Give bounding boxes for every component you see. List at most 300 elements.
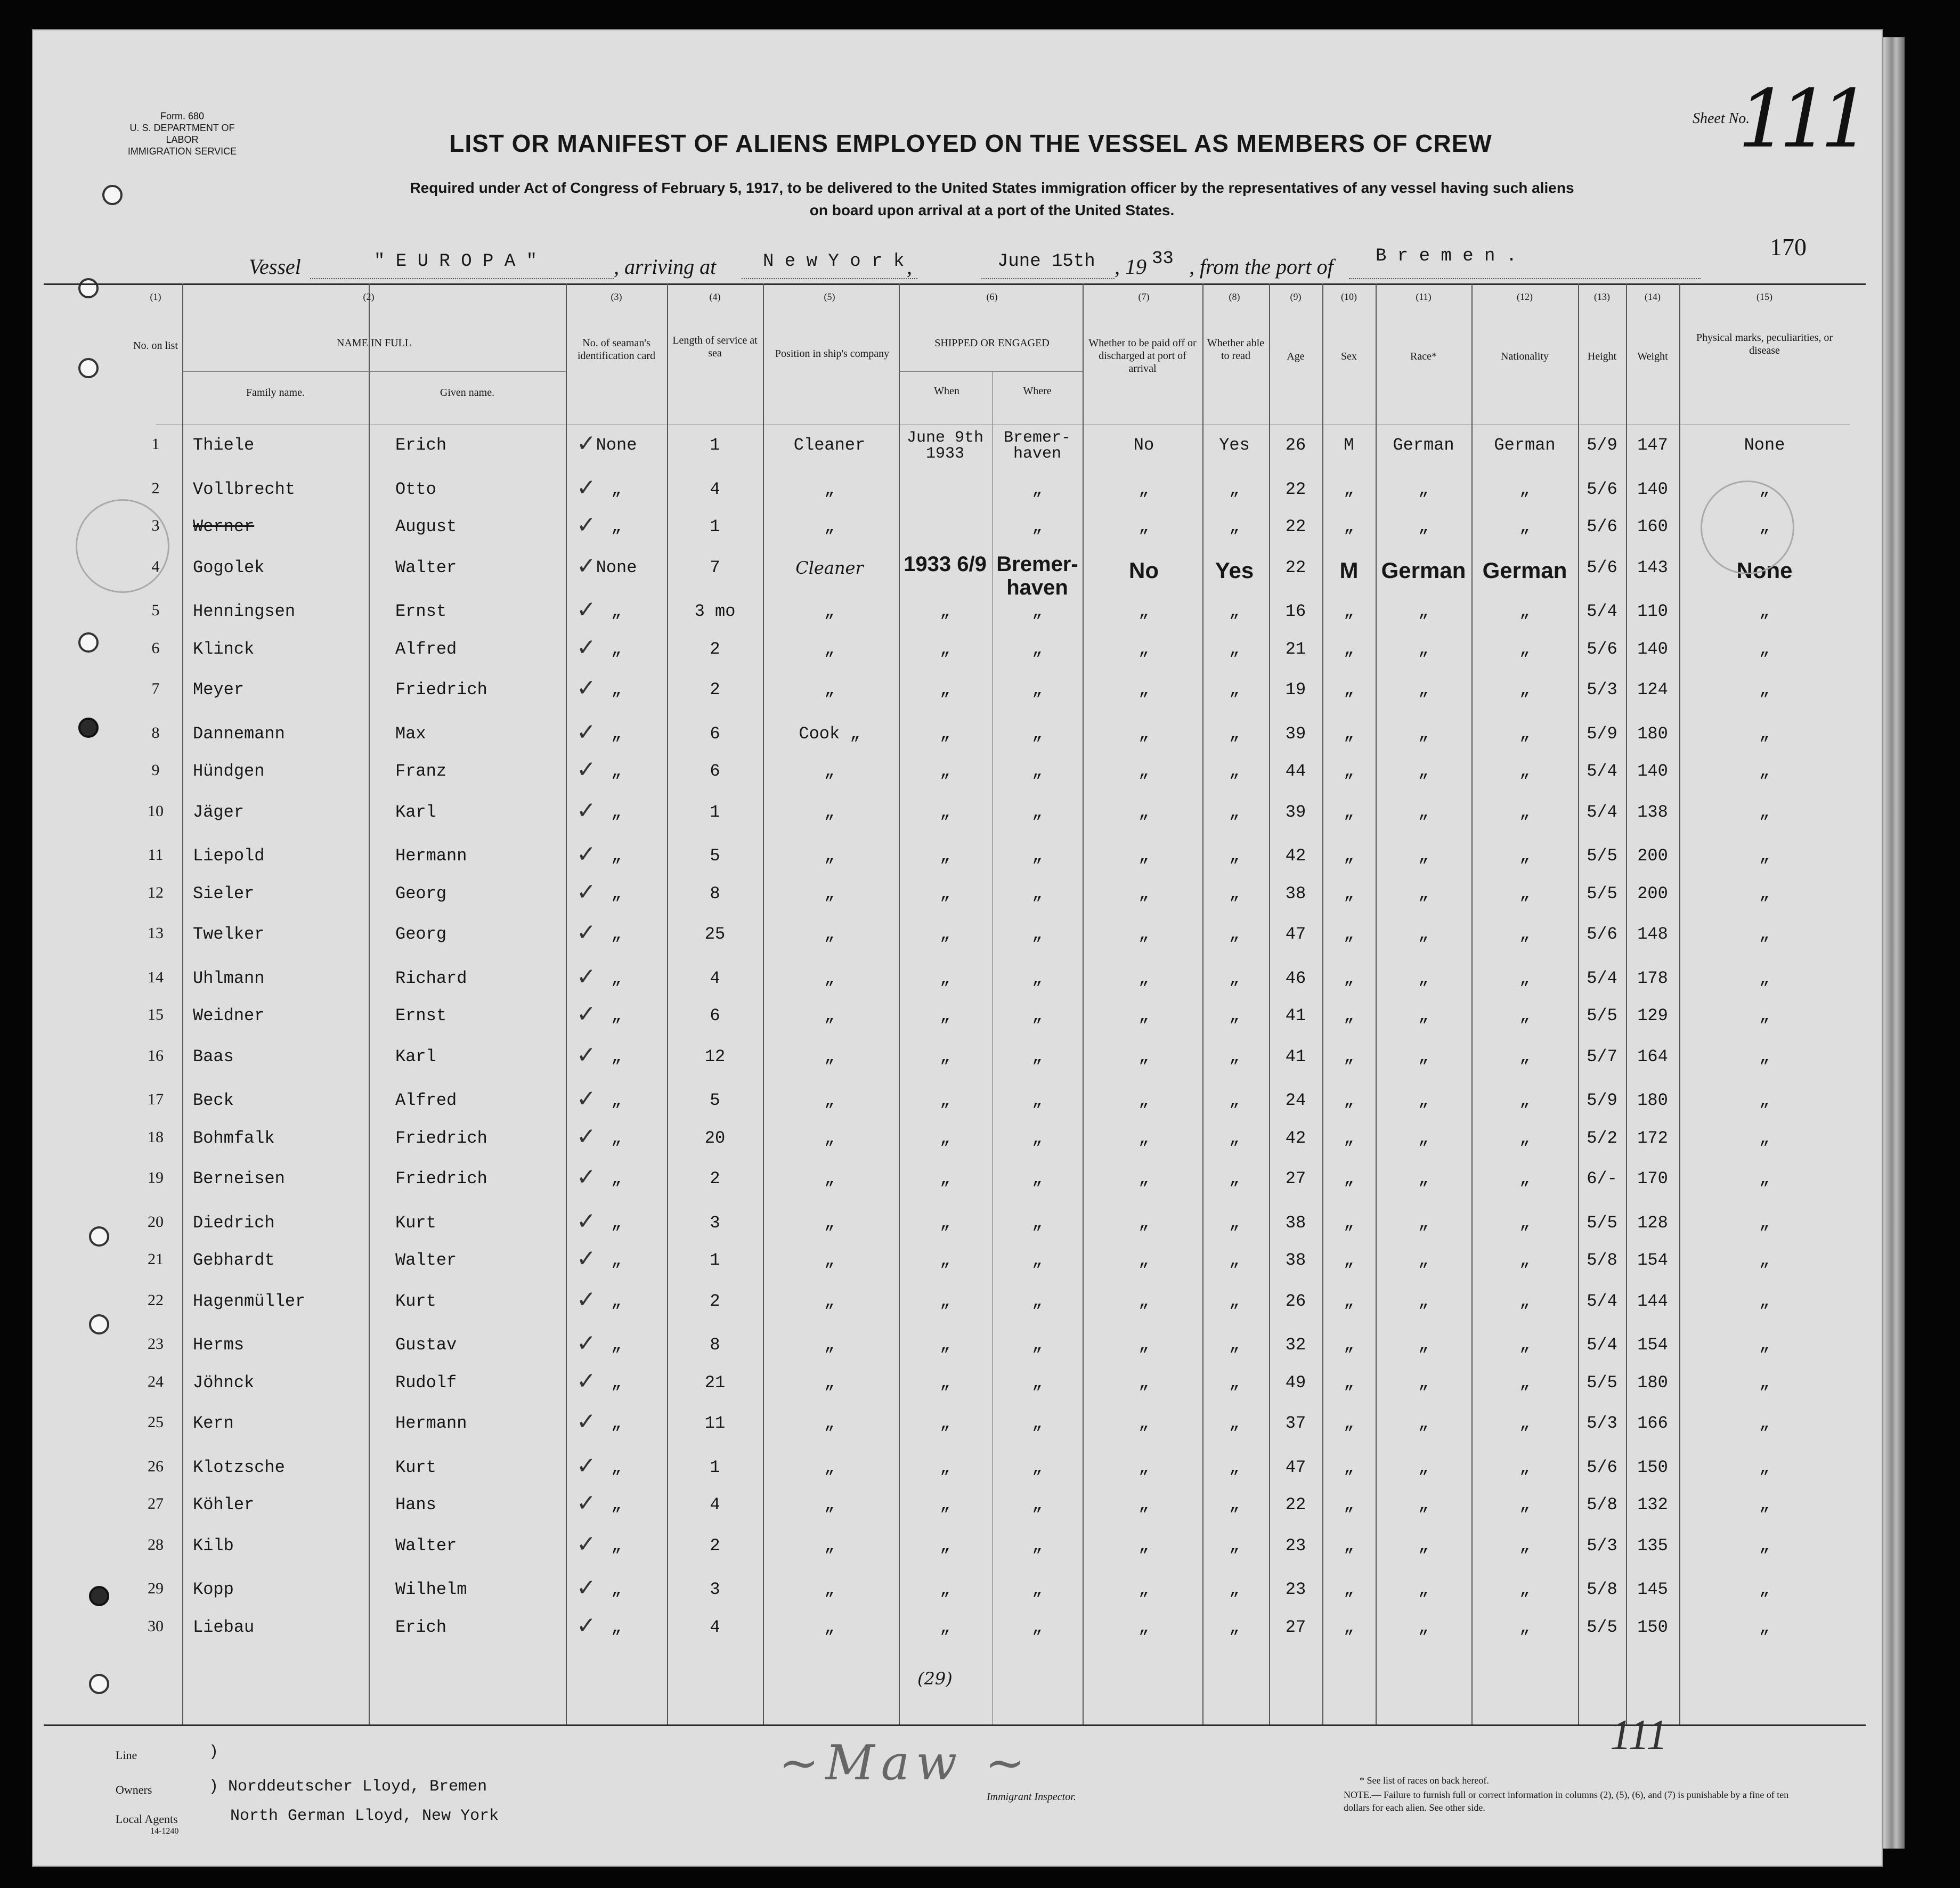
row-marks: „ bbox=[1759, 723, 1770, 744]
row-given: Wilhelm bbox=[395, 1580, 467, 1599]
row-nat: „ bbox=[1519, 1091, 1530, 1110]
year-prefix: , 19 bbox=[1115, 255, 1146, 279]
row-ht: 5/6 bbox=[1587, 479, 1617, 499]
row-where: „ bbox=[1032, 1006, 1043, 1026]
row-nat: „ bbox=[1519, 1128, 1530, 1148]
check-mark-icon: ✓ bbox=[576, 1285, 596, 1313]
row-wt: 132 bbox=[1637, 1495, 1668, 1515]
shipped-subheader-rule bbox=[899, 371, 1083, 372]
row-card: „ bbox=[611, 1495, 622, 1515]
row-wt: 154 bbox=[1637, 1250, 1668, 1270]
row-nat: „ bbox=[1519, 1413, 1530, 1433]
check-mark-icon: ✓ bbox=[576, 474, 596, 501]
row-marks: „ bbox=[1759, 968, 1770, 988]
row-family: Liepold bbox=[193, 846, 265, 866]
row-age: 23 bbox=[1285, 1580, 1306, 1599]
row-ht: 5/6 bbox=[1587, 517, 1617, 536]
table-bottom-rule bbox=[44, 1724, 1866, 1726]
row-ht: 5/4 bbox=[1587, 601, 1617, 621]
row-given: Max bbox=[395, 723, 426, 744]
row-age: 19 bbox=[1285, 680, 1306, 699]
row-sex: „ bbox=[1344, 1212, 1354, 1233]
service: IMMIGRATION SERVICE bbox=[127, 146, 237, 157]
row-given: Rudolf bbox=[395, 1372, 457, 1393]
row-when: „ bbox=[940, 1413, 950, 1433]
check-mark-icon: ✓ bbox=[576, 919, 596, 946]
row-svc: 1 bbox=[710, 1250, 720, 1270]
row-read: „ bbox=[1229, 1535, 1240, 1556]
row-wt: 160 bbox=[1637, 517, 1668, 536]
row-when: „ bbox=[940, 639, 950, 659]
row-nat: „ bbox=[1519, 883, 1530, 904]
row-wt: 180 bbox=[1637, 1091, 1668, 1110]
row-card: „ bbox=[611, 639, 622, 659]
row-age: 16 bbox=[1285, 601, 1306, 621]
row-pos: „ bbox=[824, 1413, 835, 1433]
header-nationality: Nationality bbox=[1501, 351, 1549, 362]
row-marks: „ bbox=[1759, 1580, 1770, 1599]
row-read: „ bbox=[1229, 761, 1240, 781]
row-nat: „ bbox=[1519, 1495, 1530, 1515]
row-ht: 5/4 bbox=[1587, 761, 1617, 781]
row-svc: 4 bbox=[710, 479, 720, 499]
row-family: Sieler bbox=[193, 883, 255, 904]
row-read: Yes bbox=[1215, 557, 1254, 583]
row-svc: 4 bbox=[710, 1495, 720, 1515]
row-svc: 25 bbox=[704, 924, 726, 944]
row-card: „ bbox=[611, 1091, 622, 1110]
row-pos: „ bbox=[824, 1212, 835, 1233]
row-card: „ bbox=[611, 1617, 622, 1637]
row-card: „ bbox=[611, 1335, 622, 1355]
row-age: 41 bbox=[1285, 1006, 1306, 1026]
row-read: „ bbox=[1229, 1335, 1240, 1355]
row-read: „ bbox=[1229, 601, 1240, 621]
row-age: 26 bbox=[1285, 1291, 1306, 1311]
row-pos: „ bbox=[824, 1046, 835, 1067]
row-age: 26 bbox=[1285, 435, 1306, 455]
row-family: Hagenmüller bbox=[193, 1291, 306, 1311]
punch-hole bbox=[78, 632, 99, 653]
row-read: „ bbox=[1229, 1169, 1240, 1189]
row-race: German bbox=[1381, 557, 1466, 583]
row-paid: „ bbox=[1138, 1535, 1149, 1556]
row-ht: 5/5 bbox=[1587, 883, 1617, 904]
row-read: „ bbox=[1229, 1250, 1240, 1270]
row-wt: 164 bbox=[1637, 1046, 1668, 1067]
arrival-year: 33 bbox=[1152, 249, 1174, 269]
column-number: (13) bbox=[1594, 291, 1610, 302]
row-pos: „ bbox=[824, 1128, 835, 1148]
row-sex: „ bbox=[1344, 639, 1354, 659]
row-race: „ bbox=[1418, 1535, 1429, 1556]
check-mark-icon: ✓ bbox=[576, 430, 596, 457]
row-race: German bbox=[1393, 435, 1454, 455]
row-given: Richard bbox=[395, 968, 467, 988]
row-sex: „ bbox=[1344, 1495, 1354, 1515]
row-marks: „ bbox=[1759, 1169, 1770, 1189]
row-family: Diedrich bbox=[193, 1212, 275, 1233]
row-marks: „ bbox=[1759, 1457, 1770, 1477]
header-shipped: SHIPPED OR ENGAGED bbox=[934, 337, 1050, 349]
row-sex: M bbox=[1339, 557, 1359, 583]
row-pos: „ bbox=[824, 1250, 835, 1270]
row-card: „ bbox=[611, 1212, 622, 1233]
row-svc: 1 bbox=[710, 435, 720, 455]
row-where: „ bbox=[1032, 924, 1043, 944]
row-paid: „ bbox=[1138, 1413, 1149, 1433]
row-race: „ bbox=[1418, 1212, 1429, 1233]
row-where: „ bbox=[1032, 517, 1043, 536]
row-pos: „ bbox=[824, 680, 835, 699]
punch-hole bbox=[78, 278, 99, 298]
row-nat: „ bbox=[1519, 968, 1530, 988]
row-when: „ bbox=[940, 1372, 950, 1393]
row-family: Dannemann bbox=[193, 723, 285, 744]
row-where: „ bbox=[1032, 601, 1043, 621]
row-given: Otto bbox=[395, 479, 436, 499]
row-marks: „ bbox=[1759, 1617, 1770, 1637]
row-card: „ bbox=[611, 479, 622, 499]
row-where: „ bbox=[1032, 1128, 1043, 1148]
row-svc: 5 bbox=[710, 846, 720, 866]
row-no: 7 bbox=[151, 680, 160, 697]
row-race: „ bbox=[1418, 639, 1429, 659]
row-family: Uhlmann bbox=[193, 968, 265, 988]
row-pos: „ bbox=[824, 479, 835, 499]
subtitle-line-2: on board upon arrival at a port of the United States. bbox=[809, 202, 1175, 218]
row-pos: „ bbox=[824, 846, 835, 866]
row-card: „ bbox=[611, 924, 622, 944]
row-where: „ bbox=[1032, 1457, 1043, 1477]
row-when: „ bbox=[940, 1535, 950, 1556]
header-paid-off: Whether to be paid off or discharged at port of arrival bbox=[1088, 337, 1197, 375]
row-wt: 129 bbox=[1637, 1006, 1668, 1026]
row-family: Hündgen bbox=[193, 761, 265, 781]
row-nat: „ bbox=[1519, 1212, 1530, 1233]
row-paid: „ bbox=[1138, 517, 1149, 536]
check-mark-icon: ✓ bbox=[576, 878, 596, 906]
check-mark-icon: ✓ bbox=[576, 1490, 596, 1517]
row-family: Kilb bbox=[193, 1535, 234, 1556]
row-age: 41 bbox=[1285, 1046, 1306, 1067]
row-family: Berneisen bbox=[193, 1169, 285, 1189]
row-wt: 124 bbox=[1637, 680, 1668, 699]
column-number: (8) bbox=[1229, 291, 1240, 302]
row-wt: 166 bbox=[1637, 1413, 1668, 1433]
row-read: „ bbox=[1229, 1495, 1240, 1515]
row-age: 42 bbox=[1285, 846, 1306, 866]
row-sex: „ bbox=[1344, 1617, 1354, 1637]
row-age: 27 bbox=[1285, 1617, 1306, 1637]
agents-value: North German Lloyd, New York bbox=[230, 1807, 499, 1825]
row-nat: „ bbox=[1519, 1006, 1530, 1026]
row-read: „ bbox=[1229, 924, 1240, 944]
row-race: „ bbox=[1418, 1169, 1429, 1189]
row-no: 1 bbox=[151, 435, 160, 453]
row-given: Ernst bbox=[395, 601, 447, 621]
row-where: „ bbox=[1032, 723, 1043, 744]
row-wt: 140 bbox=[1637, 761, 1668, 781]
check-mark-icon: ✓ bbox=[576, 841, 596, 868]
row-age: 49 bbox=[1285, 1372, 1306, 1393]
row-read: „ bbox=[1229, 802, 1240, 822]
check-mark-icon: ✓ bbox=[576, 1574, 596, 1601]
underline bbox=[310, 278, 614, 279]
check-mark-icon: ✓ bbox=[576, 756, 596, 783]
row-svc: 1 bbox=[710, 802, 720, 822]
consulate-stamp bbox=[76, 499, 169, 593]
row-race: „ bbox=[1418, 1457, 1429, 1477]
row-sex: „ bbox=[1344, 1128, 1354, 1148]
check-mark-icon: ✓ bbox=[576, 963, 596, 990]
row-marks: „ bbox=[1759, 1335, 1770, 1355]
row-wt: 200 bbox=[1637, 846, 1668, 866]
check-mark-icon: ✓ bbox=[576, 1330, 596, 1357]
row-pos: „ bbox=[824, 968, 835, 988]
row-pos: „ bbox=[824, 1091, 835, 1110]
row-where: „ bbox=[1032, 1291, 1043, 1311]
row-no: 28 bbox=[148, 1535, 164, 1553]
row-no: 29 bbox=[148, 1580, 164, 1597]
row-marks: „ bbox=[1759, 680, 1770, 699]
row-when: June 9th 1933 bbox=[906, 429, 984, 463]
row-sex: „ bbox=[1344, 517, 1354, 536]
row-family: Kern bbox=[193, 1413, 234, 1433]
row-sex: „ bbox=[1344, 1006, 1354, 1026]
row-no: 21 bbox=[148, 1250, 164, 1268]
row-age: 39 bbox=[1285, 802, 1306, 822]
row-age: 24 bbox=[1285, 1091, 1306, 1110]
check-mark-icon: ✓ bbox=[576, 718, 596, 746]
row-card: „ bbox=[611, 761, 622, 781]
row-race: „ bbox=[1418, 1250, 1429, 1270]
row-read: „ bbox=[1229, 1457, 1240, 1477]
races-note: * See list of races on back hereof. bbox=[1360, 1775, 1489, 1786]
row-card: „ bbox=[611, 1413, 622, 1433]
header-race: Race* bbox=[1410, 351, 1437, 362]
row-ht: 5/5 bbox=[1587, 846, 1617, 866]
row-nat: „ bbox=[1519, 1169, 1530, 1189]
row-family: Jöhnck bbox=[193, 1372, 255, 1393]
count-note: (29) bbox=[917, 1669, 953, 1689]
row-when: „ bbox=[940, 1169, 950, 1189]
row-pos: „ bbox=[824, 1335, 835, 1355]
row-svc: 6 bbox=[710, 723, 720, 744]
row-when: „ bbox=[940, 1212, 950, 1233]
column-number: (9) bbox=[1290, 291, 1302, 302]
row-svc: 1 bbox=[710, 1457, 720, 1477]
row-sex: „ bbox=[1344, 601, 1354, 621]
row-no: 9 bbox=[151, 761, 160, 779]
check-mark-icon: ✓ bbox=[576, 1085, 596, 1112]
row-where: „ bbox=[1032, 846, 1043, 866]
row-card: „ bbox=[611, 1457, 622, 1477]
check-mark-icon: ✓ bbox=[576, 1163, 596, 1191]
row-read: „ bbox=[1229, 1617, 1240, 1637]
row-when: „ bbox=[940, 1128, 950, 1148]
row-card: „ bbox=[611, 1128, 622, 1148]
row-age: 38 bbox=[1285, 883, 1306, 904]
row-paid: „ bbox=[1138, 1046, 1149, 1067]
row-where: „ bbox=[1032, 1413, 1043, 1433]
row-when: „ bbox=[940, 1580, 950, 1599]
row-marks: „ bbox=[1759, 1212, 1770, 1233]
row-paid: No bbox=[1129, 557, 1159, 583]
row-where: „ bbox=[1032, 479, 1043, 499]
agents-code: 14-1240 bbox=[150, 1827, 179, 1836]
row-marks: „ bbox=[1759, 802, 1770, 822]
row-no: 30 bbox=[148, 1617, 164, 1635]
row-race: „ bbox=[1418, 601, 1429, 621]
sheet-number: 111 bbox=[1738, 73, 1862, 166]
row-paid: „ bbox=[1138, 1128, 1149, 1148]
header-position: Position in ship's company bbox=[775, 348, 890, 360]
from-label: , from the port of bbox=[1189, 255, 1333, 279]
row-card: „ bbox=[611, 883, 622, 904]
row-when: „ bbox=[940, 883, 950, 904]
row-given: Hermann bbox=[395, 846, 467, 866]
row-sex: „ bbox=[1344, 1580, 1354, 1599]
row-no: 13 bbox=[148, 924, 164, 942]
row-svc: 6 bbox=[710, 1006, 720, 1026]
row-wt: 110 bbox=[1637, 601, 1668, 621]
row-sex: „ bbox=[1344, 1413, 1354, 1433]
form-number: Form. 680 bbox=[160, 111, 205, 121]
row-read: „ bbox=[1229, 846, 1240, 866]
row-given: Franz bbox=[395, 761, 447, 781]
row-no: 6 bbox=[151, 639, 160, 657]
corner-mark: 111 bbox=[1610, 1712, 1668, 1759]
header-height: Height bbox=[1587, 351, 1617, 362]
row-sex: „ bbox=[1344, 883, 1354, 904]
row-where: „ bbox=[1032, 1495, 1043, 1515]
underline bbox=[981, 278, 1115, 279]
row-card: „ bbox=[611, 1169, 622, 1189]
row-svc: 2 bbox=[710, 639, 720, 659]
row-sex: „ bbox=[1344, 1535, 1354, 1556]
row-pos: „ bbox=[824, 1372, 835, 1393]
row-nat: German bbox=[1482, 557, 1567, 583]
row-when: „ bbox=[940, 761, 950, 781]
row-where: „ bbox=[1032, 1617, 1043, 1637]
row-marks: „ bbox=[1759, 1291, 1770, 1311]
row-paid: „ bbox=[1138, 1457, 1149, 1477]
check-mark-icon: ✓ bbox=[576, 1452, 596, 1479]
row-family: Jäger bbox=[193, 802, 245, 822]
fine-note: NOTE.— Failure to furnish full or correct information in columns (2), (5), (6), and (7) is punishable by a fine of ten dollars for each alien. See other side. bbox=[1344, 1789, 1789, 1813]
arriving-label: , arriving at bbox=[614, 255, 717, 279]
row-family: Köhler bbox=[193, 1495, 255, 1515]
row-svc: 3 bbox=[710, 1212, 720, 1233]
row-race: „ bbox=[1418, 517, 1429, 536]
row-age: 21 bbox=[1285, 639, 1306, 659]
column-number: (15) bbox=[1756, 291, 1772, 302]
row-read: „ bbox=[1229, 680, 1240, 699]
row-marks: „ bbox=[1759, 639, 1770, 659]
page-title: LIST OR MANIFEST OF ALIENS EMPLOYED ON THE VESSEL AS MEMBERS OF CREW bbox=[449, 129, 1492, 157]
row-nat: „ bbox=[1519, 1335, 1530, 1355]
row-paid: „ bbox=[1138, 1006, 1149, 1026]
row-given: Friedrich bbox=[395, 1169, 487, 1189]
row-sex: „ bbox=[1344, 1457, 1354, 1477]
row-ht: 5/4 bbox=[1587, 968, 1617, 988]
owners-value: ) Norddeutscher Lloyd, Bremen bbox=[209, 1778, 487, 1796]
row-race: „ bbox=[1418, 968, 1429, 988]
row-wt: 143 bbox=[1637, 557, 1668, 577]
row-wt: 145 bbox=[1637, 1580, 1668, 1599]
row-sex: „ bbox=[1344, 968, 1354, 988]
row-wt: 140 bbox=[1637, 639, 1668, 659]
row-no: 20 bbox=[148, 1212, 164, 1231]
row-svc: 20 bbox=[704, 1128, 726, 1148]
subtitle bbox=[310, 177, 1674, 222]
row-paid: „ bbox=[1138, 802, 1149, 822]
row-family: Meyer bbox=[193, 680, 245, 699]
column-rule bbox=[369, 283, 370, 1724]
row-sex: „ bbox=[1344, 802, 1354, 822]
row-svc: 21 bbox=[704, 1372, 726, 1393]
row-where: „ bbox=[1032, 968, 1043, 988]
arriving-port: N e w Y o r k bbox=[763, 251, 905, 272]
row-card: „ bbox=[611, 968, 622, 988]
row-race: „ bbox=[1418, 761, 1429, 781]
row-paid: „ bbox=[1138, 680, 1149, 699]
check-mark-icon: ✓ bbox=[576, 1408, 596, 1435]
row-given: Kurt bbox=[395, 1457, 436, 1477]
row-ht: 5/6 bbox=[1587, 1457, 1617, 1477]
row-sex: „ bbox=[1344, 1335, 1354, 1355]
row-when: „ bbox=[940, 601, 950, 621]
row-age: 32 bbox=[1285, 1335, 1306, 1355]
row-wt: 150 bbox=[1637, 1457, 1668, 1477]
row-where: „ bbox=[1032, 1046, 1043, 1067]
row-where: „ bbox=[1032, 1535, 1043, 1556]
row-nat: „ bbox=[1519, 601, 1530, 621]
header-given-name: Given name. bbox=[440, 387, 495, 398]
row-read: „ bbox=[1229, 517, 1240, 536]
row-ht: 5/4 bbox=[1587, 802, 1617, 822]
header-weight: Weight bbox=[1637, 351, 1668, 362]
vessel-label: Vessel bbox=[249, 255, 301, 279]
row-where: „ bbox=[1032, 639, 1043, 659]
row-nat: „ bbox=[1519, 479, 1530, 499]
manifest-page bbox=[32, 29, 1883, 1867]
row-given: Hermann bbox=[395, 1413, 467, 1433]
row-race: „ bbox=[1418, 924, 1429, 944]
row-where: „ bbox=[1032, 883, 1043, 904]
row-when: 1933 6/9 bbox=[904, 552, 987, 576]
row-no: 15 bbox=[148, 1006, 164, 1023]
row-when: „ bbox=[940, 1006, 950, 1026]
row-svc: 8 bbox=[710, 883, 720, 904]
row-family: Henningsen bbox=[193, 601, 296, 621]
row-wt: 138 bbox=[1637, 802, 1668, 822]
row-read: „ bbox=[1229, 1212, 1240, 1233]
row-pos: „ bbox=[824, 924, 835, 944]
row-pos: „ bbox=[824, 1580, 835, 1599]
row-given: Karl bbox=[395, 802, 436, 822]
row-given: Kurt bbox=[395, 1212, 436, 1233]
row-ht: 5/5 bbox=[1587, 1617, 1617, 1637]
row-wt: 170 bbox=[1637, 1169, 1668, 1189]
row-paid: „ bbox=[1138, 846, 1149, 866]
row-svc: 1 bbox=[710, 517, 720, 536]
page-stack-edge bbox=[1883, 37, 1905, 1849]
header-age: Age bbox=[1287, 351, 1305, 362]
row-ht: 5/6 bbox=[1587, 924, 1617, 944]
row-family: Kopp bbox=[193, 1580, 234, 1599]
